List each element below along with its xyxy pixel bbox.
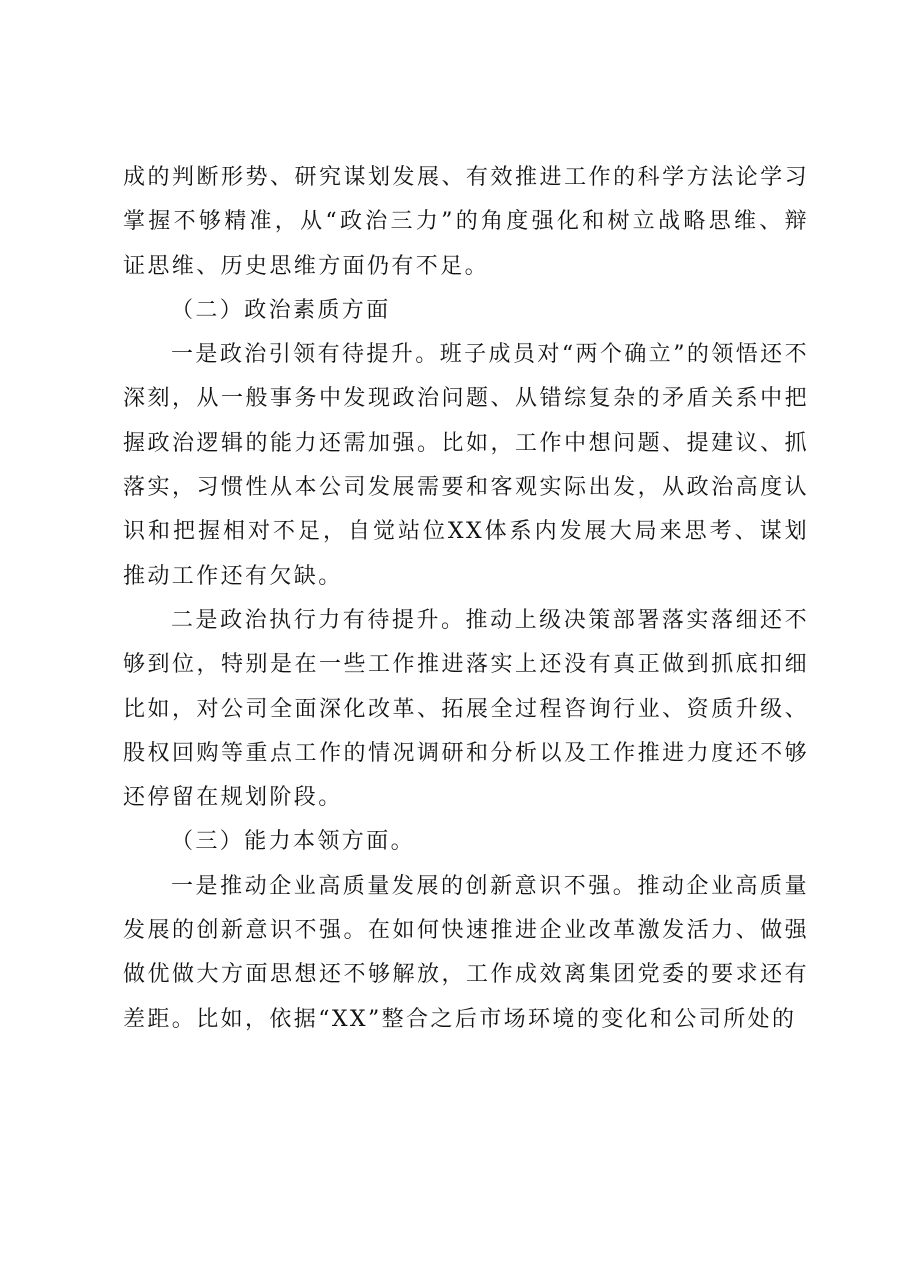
document-body	[123, 156, 809, 1042]
paragraph-political-execution: 二是政治执行力有待提升。推动上级决策部署落实落细还不够到位，特别是在一些工作推进落实上还没有真正做到抓底扣细比如，对公司全面深化改革、拓展全过程咨询行业、资质升级、股权回购等重点工作的情况调研和分析以及工作推进力度还不够还停留在规划阶段。	[123, 607, 809, 811]
paragraph-continuation: 成的判断形势、研究谋划发展、有效推进工作的科学方法论学习掌握不够精准，从“政治三力”的角度强化和树立战略思维、辩证思维、历史思维方面仍有不足。	[123, 165, 809, 279]
paragraph-innovation-awareness: 一是推动企业高质量发展的创新意识不强。推动企业高质量发展的创新意识不强。在如何快速推进企业改革激发活力、做强做优做大方面思想还不够解放，工作成效离集团党委的要求还有差距。比如，依据“XX”整合之后市场环境的变化和公司所处的	[123, 873, 809, 1032]
paragraph-political-leadership: 一是政治引领有待提升。班子成员对“两个确立”的领悟还不深刻，从一般事务中发现政治问题、从错综复杂的矛盾关系中把握政治逻辑的能力还需加强。比如，工作中想问题、提建议、抓落实，习惯性从本公司发展需要和客观实际出发，从政治高度认识和把握相对不足，自觉站位XX体系内发展大局来思考、谋划推动工作还有欠缺。	[123, 342, 809, 589]
section-heading-capability: （三）能力本领方面。	[171, 829, 416, 855]
section-heading-political-quality: （二）政治素质方面	[171, 297, 391, 323]
